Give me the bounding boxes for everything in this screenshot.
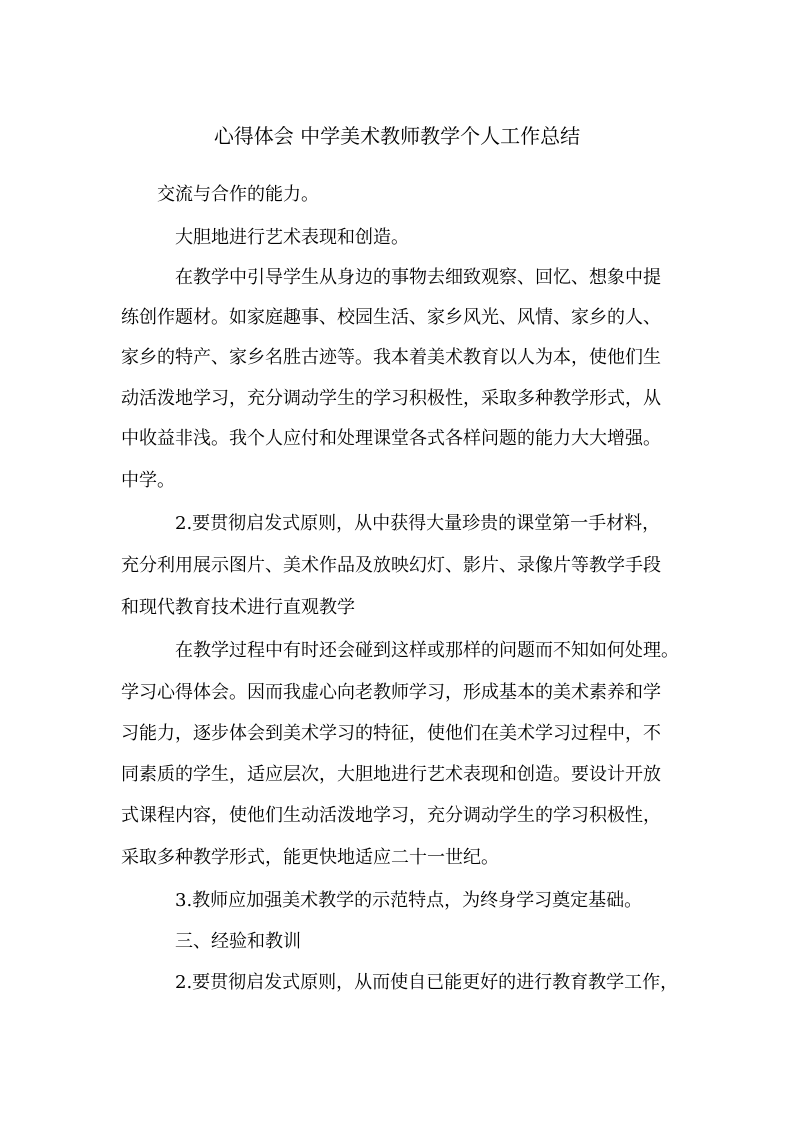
text-line: 充分利用展示图片、美术作品及放映幻灯、影片、录像片等教学手段 [121, 555, 661, 576]
text-line: 中学。 [121, 470, 175, 491]
text-line: 习能力，逐步体会到美术学习的特征，使他们在美术学习过程中，不 [121, 723, 661, 744]
text-line: 练创作题材。如家庭趣事、校园生活、家乡风光、风情、家乡的人、 [121, 307, 661, 328]
text-line: 家乡的特产、家乡名胜古迹等。我本着美术教育以人为本，使他们生 [121, 347, 661, 368]
text-line: 3.教师应加强美术教学的示范特点，为终身学习奠定基础。 [175, 890, 643, 911]
text-line: 2.要贯彻启发式原则，从而使自已能更好的进行教育教学工作， [175, 972, 679, 993]
document-title: 心得体会 中学美术教师教学个人工作总结 [213, 124, 581, 148]
text-line: 2.要贯彻启发式原则，从中获得大量珍贵的课堂第一手材料， [175, 513, 661, 534]
text-line: 交流与合作的能力。 [157, 184, 319, 205]
text-line: 和现代教育技术进行直观教学 [121, 597, 355, 618]
text-line: 中收益非浅。我个人应付和处理课堂各式各样问题的能力大大增强。 [121, 428, 661, 449]
text-line: 采取多种教学形式，能更快地适应二十一世纪。 [121, 847, 499, 868]
text-line: 学习心得体会。因而我虚心向老教师学习，形成基本的美术素养和学 [121, 682, 661, 703]
text-line: 三、经验和教训 [175, 931, 301, 952]
text-line: 在教学中引导学生从身边的事物去细致观察、回忆、想象中提 [175, 267, 661, 288]
text-line: 式课程内容，使他们生动活泼地学习，充分调动学生的学习积极性， [121, 805, 661, 826]
text-line: 同素质的学生，适应层次，大胆地进行艺术表现和创造。要设计开放 [121, 764, 661, 785]
text-line: 在教学过程中有时还会碰到这样或那样的问题而不知如何处理。 [175, 640, 679, 661]
text-line: 大胆地进行艺术表现和创造。 [175, 227, 409, 248]
text-line: 动活泼地学习，充分调动学生的学习积极性，采取多种教学形式，从 [121, 388, 661, 409]
